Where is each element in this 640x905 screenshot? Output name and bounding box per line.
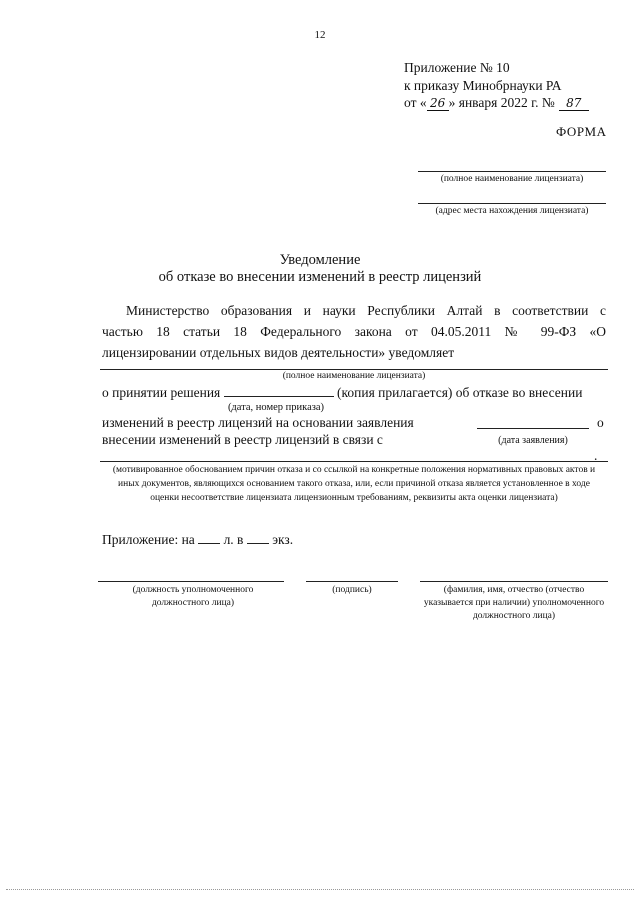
document-subtitle: об отказе во внесении изменений в реестр лицензий bbox=[158, 269, 482, 285]
document-title: Уведомление bbox=[279, 252, 361, 268]
reason-period: . bbox=[594, 448, 598, 463]
licensee-fullname-line bbox=[100, 369, 608, 370]
licensee-address-caption: (адрес места нахождения лицензиата) bbox=[435, 206, 589, 216]
attachment-row bbox=[102, 531, 293, 548]
decision-prefix: о принятии решения bbox=[102, 385, 221, 400]
order-reference: к приказу Минобрнауки РА bbox=[404, 78, 562, 93]
position-line bbox=[98, 581, 284, 582]
order-day-handwritten: 26 bbox=[427, 96, 449, 111]
order-blank bbox=[224, 384, 334, 397]
changes-suffix: о bbox=[597, 415, 604, 430]
order-date-line bbox=[404, 95, 589, 111]
signature-caption: (подпись) bbox=[332, 585, 372, 595]
signature-line bbox=[306, 581, 398, 582]
changes-prefix: изменений в реестр лицензий на основании заявления bbox=[102, 415, 414, 430]
reason-row: внесении изменений в реестр лицензий в связи с bbox=[102, 432, 383, 447]
order-date-middle: » января 2022 г. № bbox=[448, 95, 555, 110]
appendix-number: Приложение № 10 bbox=[404, 60, 510, 75]
position-caption: (должность уполномоченного должностного лица) bbox=[132, 585, 254, 608]
attachment-middle: л. в bbox=[223, 532, 244, 547]
licensee-name-line bbox=[418, 171, 606, 172]
decision-row bbox=[102, 384, 582, 401]
attachment-suffix: экз. bbox=[272, 532, 294, 547]
licensee-address-line bbox=[418, 203, 606, 204]
body-line-3: лицензировании отдельных видов деятельности» уведомляет bbox=[102, 345, 455, 360]
body-line-2: частью 18 статьи 18 Федерального закона от 04.05.2011 № 99-ФЗ «О bbox=[102, 324, 606, 339]
pages-blank bbox=[198, 531, 220, 544]
reason-line bbox=[100, 461, 608, 462]
fullname-line bbox=[420, 581, 608, 582]
order-number-handwritten: 87 bbox=[559, 96, 589, 111]
page-number: 12 bbox=[314, 29, 326, 41]
order-date-prefix: от « bbox=[404, 95, 427, 110]
decision-middle: (копия прилагается) об отказе во внесении bbox=[337, 385, 583, 400]
licensee-fullname-caption: (полное наименование лицензиата) bbox=[282, 371, 426, 381]
application-date-caption: (дата заявления) bbox=[498, 435, 568, 446]
reason-note: (мотивированное обоснованием причин отказа и со ссылкой на конкретные положения нормативных правовых актов и иных документов, являющихся основанием такого отказа, или, если причиной отказа является установленное в ходе оценки несоответствие лицензиата лицензионным требованиям, реквизиты акта оценки лицензиата) bbox=[112, 465, 596, 503]
licensee-name-caption: (полное наименование лицензиата) bbox=[440, 174, 584, 184]
fullname-caption: (фамилия, имя, отчество (отчество указывается при наличии) уполномоченного должностного лица) bbox=[423, 585, 605, 621]
changes-row bbox=[102, 415, 414, 431]
form-label: ФОРМА bbox=[556, 124, 607, 139]
body-line-1: Министерство образования и науки Республики Алтай в соответствии с bbox=[126, 303, 606, 318]
order-caption: (дата, номер приказа) bbox=[227, 402, 325, 413]
attachment-prefix: Приложение: на bbox=[102, 532, 195, 547]
scan-edge bbox=[6, 889, 634, 890]
copies-blank bbox=[247, 531, 269, 544]
application-date-blank bbox=[477, 428, 589, 429]
